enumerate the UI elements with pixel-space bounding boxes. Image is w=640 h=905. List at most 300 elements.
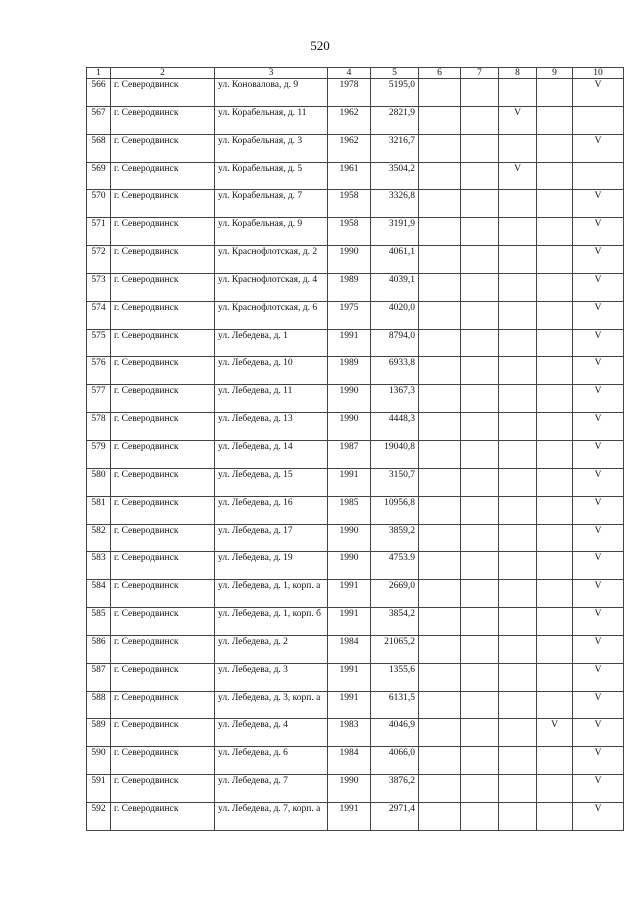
mark-cell-col8 (499, 357, 537, 385)
row-number-cell: 577 (87, 385, 111, 413)
mark-cell-col10: V (573, 357, 624, 385)
mark-cell-col7 (461, 273, 499, 301)
mark-cell-col9 (537, 162, 573, 190)
city-cell: г. Северодвинск (111, 468, 215, 496)
year-cell: 1990 (328, 246, 371, 274)
mark-cell-col8 (499, 663, 537, 691)
area-cell: 3326,8 (371, 190, 419, 218)
mark-cell-col8 (499, 246, 537, 274)
mark-cell-col6 (419, 496, 461, 524)
address-cell: ул. Краснофлотская, д. 4 (215, 273, 328, 301)
city-cell: г. Северодвинск (111, 218, 215, 246)
mark-cell-col9: V (537, 719, 573, 747)
mark-cell-col10 (573, 162, 624, 190)
mark-cell-col10: V (573, 496, 624, 524)
year-cell: 1990 (328, 775, 371, 803)
mark-cell-col9 (537, 273, 573, 301)
mark-cell-col6 (419, 440, 461, 468)
page-number: 520 (310, 38, 330, 53)
address-cell: ул. Лебедева, д. 1, корп. б (215, 608, 328, 636)
area-cell: 10956,8 (371, 496, 419, 524)
mark-cell-col6 (419, 301, 461, 329)
mark-cell-col9 (537, 79, 573, 107)
mark-cell-col8 (499, 496, 537, 524)
mark-cell-col9 (537, 385, 573, 413)
year-cell: 1990 (328, 552, 371, 580)
mark-cell-col7 (461, 552, 499, 580)
address-cell: ул. Лебедева, д. 7, корп. а (215, 802, 328, 830)
table-row (87, 246, 624, 274)
column-header: 9 (537, 68, 573, 79)
mark-cell-col8 (499, 775, 537, 803)
table-row (87, 357, 624, 385)
mark-cell-col8 (499, 301, 537, 329)
mark-cell-col8 (499, 635, 537, 663)
mark-cell-col8 (499, 468, 537, 496)
column-header: 1 (87, 68, 111, 79)
city-cell: г. Северодвинск (111, 802, 215, 830)
mark-cell-col6 (419, 413, 461, 441)
mark-cell-col9 (537, 552, 573, 580)
mark-cell-col7 (461, 357, 499, 385)
table-row (87, 747, 624, 775)
year-cell: 1990 (328, 413, 371, 441)
row-number-cell: 578 (87, 413, 111, 441)
mark-cell-col8 (499, 524, 537, 552)
table-row (87, 691, 624, 719)
row-number-cell: 581 (87, 496, 111, 524)
address-cell: ул. Корабельная, д. 9 (215, 218, 328, 246)
row-number-cell: 567 (87, 106, 111, 134)
mark-cell-col10: V (573, 413, 624, 441)
mark-cell-col6 (419, 162, 461, 190)
area-cell: 2669,0 (371, 580, 419, 608)
mark-cell-col6 (419, 802, 461, 830)
mark-cell-col9 (537, 218, 573, 246)
mark-cell-col7 (461, 440, 499, 468)
mark-cell-col7 (461, 385, 499, 413)
area-cell: 5195,0 (371, 79, 419, 107)
column-header: 2 (111, 68, 215, 79)
table-row (87, 218, 624, 246)
mark-cell-col7 (461, 218, 499, 246)
housing-registry-table (86, 67, 624, 831)
year-cell: 1985 (328, 496, 371, 524)
mark-cell-col6 (419, 79, 461, 107)
mark-cell-col7 (461, 468, 499, 496)
mark-cell-col8: V (499, 162, 537, 190)
year-cell: 1989 (328, 273, 371, 301)
row-number-cell: 588 (87, 691, 111, 719)
area-cell: 1355,6 (371, 663, 419, 691)
mark-cell-col6 (419, 719, 461, 747)
mark-cell-col8 (499, 190, 537, 218)
city-cell: г. Северодвинск (111, 329, 215, 357)
row-number-cell: 573 (87, 273, 111, 301)
row-number-cell: 574 (87, 301, 111, 329)
city-cell: г. Северодвинск (111, 134, 215, 162)
mark-cell-col9 (537, 357, 573, 385)
mark-cell-col6 (419, 608, 461, 636)
mark-cell-col10: V (573, 719, 624, 747)
area-cell: 3876,2 (371, 775, 419, 803)
address-cell: ул. Коновалова, д. 9 (215, 79, 328, 107)
mark-cell-col10: V (573, 468, 624, 496)
city-cell: г. Северодвинск (111, 580, 215, 608)
area-cell: 3150,7 (371, 468, 419, 496)
table-row (87, 413, 624, 441)
table-row (87, 775, 624, 803)
mark-cell-col9 (537, 301, 573, 329)
row-number-cell: 575 (87, 329, 111, 357)
address-cell: ул. Лебедева, д. 15 (215, 468, 328, 496)
city-cell: г. Северодвинск (111, 385, 215, 413)
mark-cell-col10: V (573, 524, 624, 552)
year-cell: 1991 (328, 802, 371, 830)
mark-cell-col6 (419, 775, 461, 803)
mark-cell-col9 (537, 468, 573, 496)
column-header: 8 (499, 68, 537, 79)
mark-cell-col6 (419, 580, 461, 608)
mark-cell-col8 (499, 608, 537, 636)
mark-cell-col8 (499, 802, 537, 830)
address-cell: ул. Лебедева, д. 11 (215, 385, 328, 413)
column-header: 6 (419, 68, 461, 79)
area-cell: 4020,0 (371, 301, 419, 329)
column-header: 7 (461, 68, 499, 79)
address-cell: ул. Краснофлотская, д. 2 (215, 246, 328, 274)
mark-cell-col10: V (573, 802, 624, 830)
address-cell: ул. Лебедева, д. 2 (215, 635, 328, 663)
mark-cell-col8: V (499, 106, 537, 134)
mark-cell-col6 (419, 552, 461, 580)
mark-cell-col6 (419, 329, 461, 357)
city-cell: г. Северодвинск (111, 440, 215, 468)
area-cell: 2821,9 (371, 106, 419, 134)
area-cell: 4061,1 (371, 246, 419, 274)
address-cell: ул. Краснофлотская, д. 6 (215, 301, 328, 329)
mark-cell-col8 (499, 747, 537, 775)
table-row (87, 608, 624, 636)
year-cell: 1991 (328, 608, 371, 636)
area-cell: 21065,2 (371, 635, 419, 663)
mark-cell-col6 (419, 663, 461, 691)
address-cell: ул. Лебедева, д. 3, корп. а (215, 691, 328, 719)
address-cell: ул. Корабельная, д. 3 (215, 134, 328, 162)
address-cell: ул. Лебедева, д. 1, корп. а (215, 580, 328, 608)
mark-cell-col9 (537, 246, 573, 274)
row-number-cell: 586 (87, 635, 111, 663)
city-cell: г. Северодвинск (111, 357, 215, 385)
mark-cell-col8 (499, 273, 537, 301)
mark-cell-col6 (419, 357, 461, 385)
mark-cell-col8 (499, 329, 537, 357)
area-cell: 4753.9 (371, 552, 419, 580)
mark-cell-col6 (419, 218, 461, 246)
year-cell: 1962 (328, 134, 371, 162)
mark-cell-col10: V (573, 580, 624, 608)
table-row (87, 524, 624, 552)
mark-cell-col10 (573, 106, 624, 134)
city-cell: г. Северодвинск (111, 775, 215, 803)
row-number-cell: 584 (87, 580, 111, 608)
mark-cell-col9 (537, 802, 573, 830)
area-cell: 3216,7 (371, 134, 419, 162)
address-cell: ул. Лебедева, д. 19 (215, 552, 328, 580)
year-cell: 1991 (328, 329, 371, 357)
year-cell: 1958 (328, 190, 371, 218)
year-cell: 1990 (328, 385, 371, 413)
city-cell: г. Северодвинск (111, 496, 215, 524)
mark-cell-col9 (537, 608, 573, 636)
mark-cell-col9 (537, 440, 573, 468)
mark-cell-col10: V (573, 190, 624, 218)
row-number-cell: 580 (87, 468, 111, 496)
city-cell: г. Северодвинск (111, 691, 215, 719)
mark-cell-col7 (461, 134, 499, 162)
mark-cell-col7 (461, 608, 499, 636)
table-row (87, 802, 624, 830)
table-row (87, 273, 624, 301)
table-row (87, 329, 624, 357)
table-row (87, 468, 624, 496)
mark-cell-col6 (419, 385, 461, 413)
mark-cell-col9 (537, 329, 573, 357)
mark-cell-col7 (461, 691, 499, 719)
mark-cell-col7 (461, 775, 499, 803)
address-cell: ул. Лебедева, д. 13 (215, 413, 328, 441)
mark-cell-col10: V (573, 440, 624, 468)
area-cell: 6933,8 (371, 357, 419, 385)
address-cell: ул. Лебедева, д. 10 (215, 357, 328, 385)
mark-cell-col9 (537, 106, 573, 134)
year-cell: 1958 (328, 218, 371, 246)
row-number-cell: 569 (87, 162, 111, 190)
mark-cell-col8 (499, 719, 537, 747)
mark-cell-col6 (419, 524, 461, 552)
row-number-cell: 582 (87, 524, 111, 552)
city-cell: г. Северодвинск (111, 246, 215, 274)
mark-cell-col8 (499, 79, 537, 107)
table-row (87, 552, 624, 580)
mark-cell-col8 (499, 413, 537, 441)
mark-cell-col6 (419, 747, 461, 775)
city-cell: г. Северодвинск (111, 273, 215, 301)
mark-cell-col8 (499, 134, 537, 162)
mark-cell-col10: V (573, 608, 624, 636)
year-cell: 1984 (328, 747, 371, 775)
city-cell: г. Северодвинск (111, 106, 215, 134)
table-row (87, 162, 624, 190)
address-cell: ул. Лебедева, д. 14 (215, 440, 328, 468)
table-row (87, 440, 624, 468)
mark-cell-col10: V (573, 663, 624, 691)
column-header: 4 (328, 68, 371, 79)
year-cell: 1975 (328, 301, 371, 329)
mark-cell-col7 (461, 635, 499, 663)
address-cell: ул. Лебедева, д. 4 (215, 719, 328, 747)
address-cell: ул. Корабельная, д. 5 (215, 162, 328, 190)
year-cell: 1991 (328, 663, 371, 691)
mark-cell-col8 (499, 580, 537, 608)
column-number-row (87, 68, 624, 79)
mark-cell-col7 (461, 747, 499, 775)
mark-cell-col6 (419, 246, 461, 274)
mark-cell-col7 (461, 162, 499, 190)
mark-cell-col8 (499, 552, 537, 580)
mark-cell-col6 (419, 134, 461, 162)
year-cell: 1991 (328, 691, 371, 719)
row-number-cell: 585 (87, 608, 111, 636)
row-number-cell: 571 (87, 218, 111, 246)
table-row (87, 190, 624, 218)
area-cell: 3504,2 (371, 162, 419, 190)
row-number-cell: 570 (87, 190, 111, 218)
table-row (87, 301, 624, 329)
mark-cell-col6 (419, 190, 461, 218)
column-header: 5 (371, 68, 419, 79)
address-cell: ул. Лебедева, д. 1 (215, 329, 328, 357)
mark-cell-col6 (419, 106, 461, 134)
table-row (87, 580, 624, 608)
row-number-cell: 587 (87, 663, 111, 691)
mark-cell-col6 (419, 468, 461, 496)
city-cell: г. Северодвинск (111, 413, 215, 441)
mark-cell-col10: V (573, 552, 624, 580)
mark-cell-col8 (499, 218, 537, 246)
address-cell: ул. Лебедева, д. 7 (215, 775, 328, 803)
area-cell: 3854,2 (371, 608, 419, 636)
mark-cell-col9 (537, 413, 573, 441)
city-cell: г. Северодвинск (111, 608, 215, 636)
year-cell: 1978 (328, 79, 371, 107)
city-cell: г. Северодвинск (111, 190, 215, 218)
area-cell: 4448,3 (371, 413, 419, 441)
mark-cell-col7 (461, 663, 499, 691)
table-row (87, 385, 624, 413)
mark-cell-col7 (461, 524, 499, 552)
mark-cell-col10: V (573, 329, 624, 357)
city-cell: г. Северодвинск (111, 524, 215, 552)
row-number-cell: 583 (87, 552, 111, 580)
mark-cell-col9 (537, 190, 573, 218)
mark-cell-col7 (461, 79, 499, 107)
mark-cell-col10: V (573, 218, 624, 246)
mark-cell-col7 (461, 580, 499, 608)
address-cell: ул. Лебедева, д. 16 (215, 496, 328, 524)
mark-cell-col10: V (573, 691, 624, 719)
year-cell: 1991 (328, 468, 371, 496)
mark-cell-col7 (461, 190, 499, 218)
year-cell: 1983 (328, 719, 371, 747)
mark-cell-col7 (461, 329, 499, 357)
mark-cell-col6 (419, 635, 461, 663)
row-number-cell: 576 (87, 357, 111, 385)
year-cell: 1990 (328, 524, 371, 552)
mark-cell-col9 (537, 691, 573, 719)
mark-cell-col9 (537, 747, 573, 775)
mark-cell-col10: V (573, 134, 624, 162)
city-cell: г. Северодвинск (111, 79, 215, 107)
mark-cell-col9 (537, 635, 573, 663)
mark-cell-col10: V (573, 747, 624, 775)
area-cell: 2971,4 (371, 802, 419, 830)
table-row (87, 635, 624, 663)
table-row (87, 496, 624, 524)
mark-cell-col10: V (573, 273, 624, 301)
column-header: 10 (573, 68, 624, 79)
row-number-cell: 592 (87, 802, 111, 830)
row-number-cell: 568 (87, 134, 111, 162)
mark-cell-col7 (461, 301, 499, 329)
year-cell: 1961 (328, 162, 371, 190)
mark-cell-col10: V (573, 246, 624, 274)
city-cell: г. Северодвинск (111, 301, 215, 329)
address-cell: ул. Лебедева, д. 6 (215, 747, 328, 775)
address-cell: ул. Корабельная, д. 7 (215, 190, 328, 218)
mark-cell-col9 (537, 496, 573, 524)
row-number-cell: 566 (87, 79, 111, 107)
year-cell: 1987 (328, 440, 371, 468)
mark-cell-col8 (499, 385, 537, 413)
row-number-cell: 572 (87, 246, 111, 274)
area-cell: 8794,0 (371, 329, 419, 357)
mark-cell-col6 (419, 273, 461, 301)
city-cell: г. Северодвинск (111, 747, 215, 775)
city-cell: г. Северодвинск (111, 162, 215, 190)
area-cell: 1367,3 (371, 385, 419, 413)
city-cell: г. Северодвинск (111, 552, 215, 580)
mark-cell-col9 (537, 663, 573, 691)
table-row (87, 719, 624, 747)
mark-cell-col10: V (573, 79, 624, 107)
mark-cell-col9 (537, 524, 573, 552)
column-header: 3 (215, 68, 328, 79)
year-cell: 1962 (328, 106, 371, 134)
area-cell: 3859,2 (371, 524, 419, 552)
registry-body (87, 79, 624, 831)
mark-cell-col8 (499, 440, 537, 468)
address-cell: ул. Лебедева, д. 17 (215, 524, 328, 552)
row-number-cell: 579 (87, 440, 111, 468)
mark-cell-col7 (461, 413, 499, 441)
year-cell: 1984 (328, 635, 371, 663)
table-row (87, 106, 624, 134)
table-row (87, 79, 624, 107)
mark-cell-col8 (499, 691, 537, 719)
row-number-cell: 590 (87, 747, 111, 775)
mark-cell-col7 (461, 106, 499, 134)
mark-cell-col9 (537, 775, 573, 803)
mark-cell-col10: V (573, 385, 624, 413)
area-cell: 4046,9 (371, 719, 419, 747)
area-cell: 6131,5 (371, 691, 419, 719)
year-cell: 1991 (328, 580, 371, 608)
row-number-cell: 589 (87, 719, 111, 747)
mark-cell-col9 (537, 134, 573, 162)
city-cell: г. Северодвинск (111, 719, 215, 747)
address-cell: ул. Корабельная, д. 11 (215, 106, 328, 134)
mark-cell-col7 (461, 496, 499, 524)
area-cell: 3191,9 (371, 218, 419, 246)
city-cell: г. Северодвинск (111, 663, 215, 691)
address-cell: ул. Лебедева, д. 3 (215, 663, 328, 691)
mark-cell-col9 (537, 580, 573, 608)
mark-cell-col7 (461, 246, 499, 274)
mark-cell-col7 (461, 802, 499, 830)
area-cell: 4039,1 (371, 273, 419, 301)
area-cell: 4066,0 (371, 747, 419, 775)
